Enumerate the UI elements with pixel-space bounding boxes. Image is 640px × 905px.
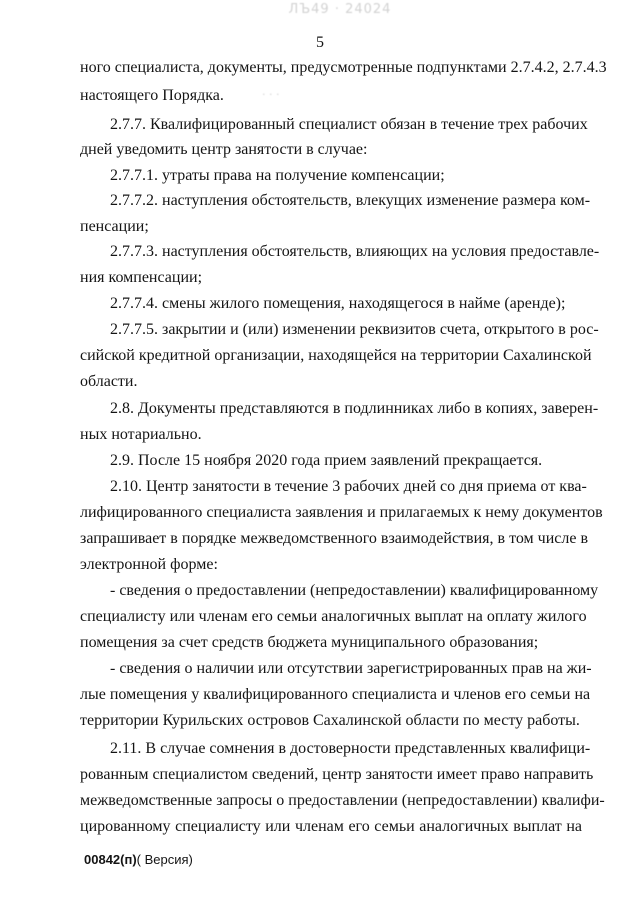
text-line: - сведения о предоставлении (непредоставлении) квалифицированному	[110, 582, 599, 599]
text-line: межведомственные запросы о предоставлении (непредоставлении) квалифи-	[80, 792, 605, 809]
document-footer	[84, 852, 193, 867]
text-line: цированному специалисту или членам его семьи аналогичных выплат на	[80, 818, 582, 835]
text-line: настоящего Порядка.	[80, 87, 224, 104]
text-line: 2.7.7.3. наступления обстоятельств, влияющих на условия предоставле-	[110, 243, 600, 260]
text-line: пенсации;	[80, 218, 149, 235]
text-line: ния компенсации;	[80, 269, 203, 286]
faint-mark: · · ·	[262, 88, 280, 101]
text-line: 2.7.7.5. закрытии и (или) изменении реквизитов счета, открытого в рос-	[110, 321, 599, 338]
text-line: 2.9. После 15 ноября 2020 года прием заявлений прекращается.	[110, 452, 543, 469]
text-line: рованным специалистом сведений, центр занятости имеет право направить	[80, 766, 594, 783]
text-line: 2.7.7.4. смены жилого помещения, находящегося в найме (аренде);	[110, 295, 566, 312]
text-line: лые помещения у квалифицированного специалиста и членов его семьи на	[80, 686, 591, 703]
text-line: 2.7.7.2. наступления обстоятельств, влекущих изменение размера ком-	[110, 192, 591, 209]
text-line: лифицированного специалиста заявления и прилагаемых к нему документов	[80, 504, 603, 521]
text-line: ного специалиста, документы, предусмотренные подпунктами 2.7.4.2, 2.7.4.3	[80, 59, 607, 76]
text-line: 2.10. Центр занятости в течение 3 рабочих дней со дня приема от ква-	[110, 478, 587, 495]
text-line: 2.7.7.1. утраты права на получение компенсации;	[110, 167, 445, 184]
document-version: ( Версия)	[136, 852, 193, 867]
text-line: 2.11. В случае сомнения в достоверности представленных квалифици-	[110, 740, 591, 757]
text-line: электронной форме:	[80, 556, 218, 573]
document-code: 00842(п)	[84, 852, 137, 867]
text-line: дней уведомить центр занятости в случае:	[80, 141, 368, 158]
text-line: запрашивает в порядке межведомственного взаимодействия, в том числе в	[80, 530, 589, 547]
text-line: - сведения о наличии или отсутствии зарегистрированных прав на жи-	[110, 660, 592, 677]
text-line: специалисту или членам его семьи аналогичных выплат на оплату жилого	[80, 608, 587, 625]
page-number: 5	[316, 34, 324, 51]
text-line: 2.7.7. Квалифицированный специалист обязан в течение трех рабочих	[110, 116, 588, 133]
text-line: сийской кредитной организации, находящейся на территории Сахалинской	[80, 347, 592, 364]
text-line: помещения за счет средств бюджета муниципального образования;	[80, 634, 539, 651]
text-line: области.	[80, 373, 138, 390]
registration-stamp: ЛЪ49 · 24024	[288, 2, 392, 17]
text-line: ных нотариально.	[80, 426, 202, 443]
text-line: территории Курильских островов Сахалинской области по месту работы.	[80, 712, 580, 729]
text-line: 2.8. Документы представляются в подлинниках либо в копиях, заверен-	[110, 400, 599, 417]
